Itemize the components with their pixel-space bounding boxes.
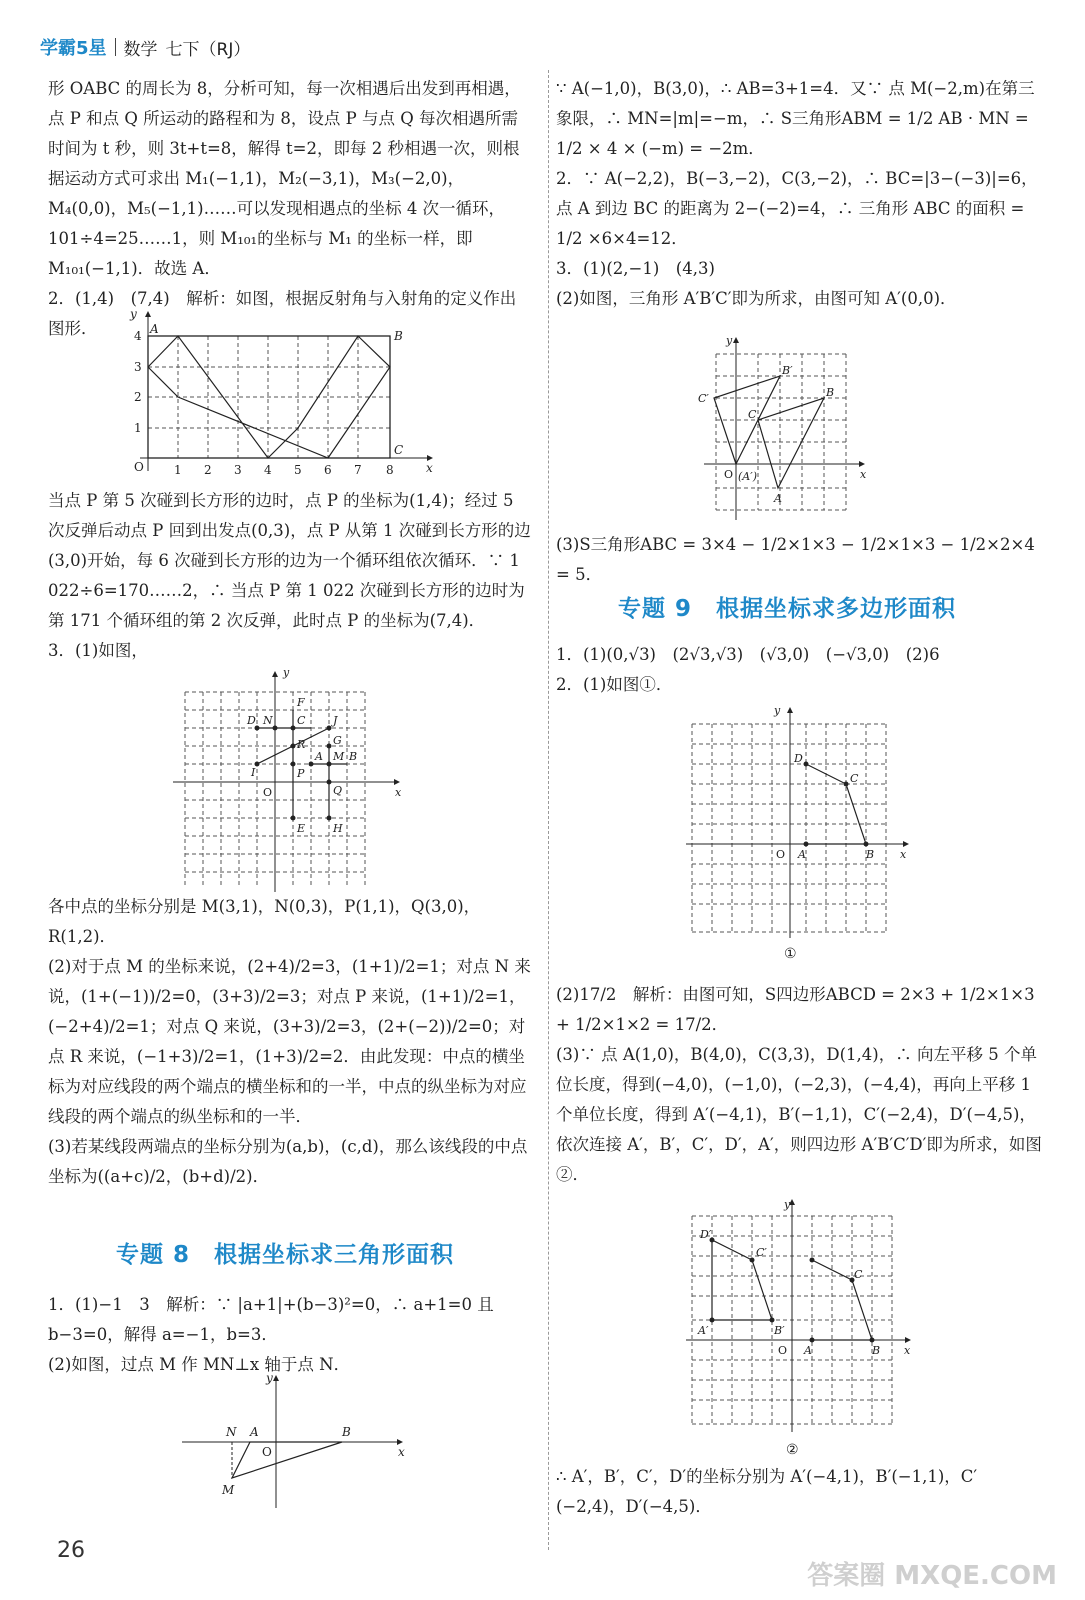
- left-block-3: [48, 892, 532, 1192]
- svg-text:B: B: [394, 329, 403, 343]
- svg-text:D′: D′: [700, 1228, 712, 1241]
- right-paragraph-7: 2．(1)如图①．: [556, 675, 673, 694]
- svg-text:y: y: [774, 704, 781, 717]
- svg-text:x: x: [860, 468, 867, 481]
- page-header: [40, 34, 250, 60]
- svg-text:B: B: [872, 1344, 881, 1357]
- svg-text:2: 2: [204, 463, 212, 477]
- svg-text:G: G: [333, 734, 342, 747]
- svg-text:A′: A′: [698, 1324, 709, 1337]
- svg-text:A: A: [250, 1425, 259, 1439]
- svg-text:C: C: [394, 443, 404, 457]
- svg-text:H: H: [333, 822, 343, 835]
- header-grade: 七下（RJ）: [165, 39, 251, 60]
- svg-text:1: 1: [174, 463, 182, 477]
- right-paragraph-2: 2．∵ A(−2,2)，B(−3,−2)，C(3,−2)，∴ BC=|3−(−3)|=6，点 A 到边 BC 的距离为 2−(−2)=4，∴ 三角形 ABC 的面积 = 1/2 ×6×4=12．: [556, 169, 1038, 248]
- svg-text:N: N: [263, 714, 273, 727]
- svg-text:F: F: [297, 696, 305, 709]
- right-paragraph-5: (3)S三角形ABC = 3×4 − 1/2×1×3 − 1/2×1×3 − 1/2×2×4 = 5．: [556, 535, 1035, 584]
- left-paragraph-6: (2)对于点 M 的坐标来说，(2+4)/2=3，(1+1)/2=1；对点 N 来说，(1+(−1))/2=0，(3+3)/2=3；对点 P 来说，(1+1)/2=1，(−2+4)/2=1；对点 Q 来说，(3+3)/2=3，(2+(−2))/2=0；对点 R 来说，(−1+3)/2=1，(1+3)/2=2．由此发现：中点的横坐标为对应线段的两个端点的横坐标和的一半，中点的纵坐标为对应线段的两个端点的纵坐标和的一半．: [48, 957, 531, 1126]
- svg-text:O: O: [776, 848, 786, 861]
- svg-text:2: 2: [134, 390, 142, 404]
- right-block-5: [556, 1462, 1044, 1522]
- svg-text:O: O: [778, 1344, 788, 1357]
- svg-text:M: M: [222, 1483, 235, 1497]
- header-subject: 数学: [123, 39, 158, 60]
- svg-text:x: x: [904, 1344, 911, 1357]
- svg-text:D: D: [247, 714, 256, 727]
- svg-text:B′: B′: [782, 364, 793, 377]
- svg-text:B: B: [342, 1425, 351, 1439]
- figure-2-caption: ②: [786, 1442, 799, 1458]
- svg-text:A: A: [150, 322, 159, 336]
- triangle-translation-figure: [694, 334, 874, 524]
- watermark: 答案圈 MXQE.COM: [807, 1561, 1057, 1591]
- left-paragraph-3: 当点 P 第 5 次碰到长方形的边时，点 P 的坐标为(1,4)；经过 5 次反弹后动点 P 回到出发点(0,3)，点 P 从第 1 次碰到长方形的边(3,0)开始，每 6 次碰到长方形的边为一个循环组依次循环．∵ 1 022÷6=170……2，∴ 当点 P 第 1 022 次碰到长方形的边时为第 171 个循环组的第 2 次反弹，此时点 P 的坐标为(7,4)．: [48, 491, 531, 630]
- svg-text:1: 1: [134, 421, 142, 435]
- left-paragraph-5: 各中点的坐标分别是 M(3,1)，N(0,3)，P(1,1)，Q(3,0)，R(1,2)．: [48, 897, 481, 946]
- right-paragraph-1: ∵ A(−1,0)，B(3,0)，∴ AB=3+1=4．又∵ 点 M(−2,m)在第三象限，∴ MN=|m|=−m，∴ S三角形ABM = 1/2 AB · MN = 1/2 × 4 × (−m) = −2m．: [556, 79, 1035, 158]
- quadrilateral-figure-1: [686, 704, 914, 962]
- svg-text:O: O: [262, 1445, 272, 1459]
- svg-text:3: 3: [234, 463, 242, 477]
- svg-text:M: M: [333, 750, 345, 763]
- right-paragraph-6: 1．(1)(0,√3) (2√3,√3) (√3,0) (−√3,0) (2)6: [556, 645, 940, 664]
- left-block-1: [48, 74, 532, 344]
- left-paragraph-8: 1．(1)−1 3 解析：∵ |a+1|+(b−3)²=0，∴ a+1=0 且 b−3=0，解得 a=−1，b=3．: [48, 1295, 494, 1344]
- svg-text:A: A: [315, 750, 323, 763]
- svg-text:A: A: [798, 848, 806, 861]
- figure-1-caption: ①: [784, 946, 797, 962]
- svg-text:C: C: [748, 408, 757, 421]
- right-paragraph-8: (2)17/2 解析：由图可知，S四边形ABCD = 2×3 + 1/2×1×3 + 1/2×1×2 = 17/2．: [556, 985, 1035, 1034]
- left-paragraph-9: (2)如图，过点 M 作 MN⊥x 轴于点 N．: [48, 1355, 351, 1374]
- svg-text:y: y: [130, 307, 137, 321]
- svg-text:y: y: [726, 334, 733, 347]
- svg-text:C: C: [854, 1268, 863, 1281]
- svg-text:y: y: [784, 1198, 791, 1211]
- svg-text:x: x: [900, 848, 907, 861]
- svg-text:Q: Q: [333, 784, 343, 797]
- svg-text:P: P: [297, 767, 305, 780]
- svg-text:O: O: [724, 468, 734, 481]
- midpoint-grid-figure: [155, 664, 415, 894]
- left-paragraph-7: (3)若某线段两端点的坐标分别为(a,b)，(c,d)，那么该线段的中点坐标为((a+c)/2，(b+d)/2)．: [48, 1137, 528, 1186]
- svg-text:3: 3: [134, 360, 142, 374]
- rectangle-reflection-figure: [120, 306, 450, 482]
- left-block-4: [48, 1290, 532, 1380]
- svg-text:C′: C′: [756, 1246, 767, 1259]
- svg-text:J: J: [333, 714, 338, 727]
- right-block-1: [556, 74, 1044, 314]
- svg-text:E: E: [297, 822, 306, 835]
- right-block-4: [556, 980, 1044, 1190]
- svg-text:B: B: [826, 386, 835, 399]
- svg-text:O: O: [134, 460, 144, 474]
- section-title-9: 专题 9 根据坐标求多边形面积: [618, 596, 957, 622]
- right-block-3: [556, 640, 1044, 700]
- svg-text:A: A: [804, 1344, 812, 1357]
- svg-text:5: 5: [294, 463, 302, 477]
- svg-text:B: B: [349, 750, 358, 763]
- left-block-2: [48, 486, 532, 666]
- svg-text:O: O: [263, 786, 273, 799]
- right-paragraph-4: (2)如图，三角形 A′B′C′即为所求，由图可知 A′(0,0)．: [556, 289, 957, 308]
- svg-text:x: x: [395, 786, 402, 799]
- right-block-2: [556, 530, 1044, 590]
- svg-text:(A′): (A′): [738, 470, 758, 483]
- svg-text:R: R: [297, 738, 306, 751]
- right-paragraph-9: (3)∵ 点 A(1,0)，B(4,0)，C(3,3)，D(1,4)，∴ 向左平移 5 个单位长度，得到(−4,0)，(−1,0)，(−2,3)，(−4,4)，再向上平移 1 个单位长度，得到 A′(−4,1)，B′(−1,1)，C′(−2,4)，D′(−4,5)，依次连接 A′，B′，C′，D′，A′，则四边形 A′B′C′D′即为所求，如图②．: [556, 1045, 1042, 1184]
- svg-text:A: A: [774, 492, 782, 505]
- svg-text:x: x: [426, 461, 433, 475]
- svg-text:4: 4: [264, 463, 272, 477]
- left-paragraph-2: 2．(1,4) (7,4) 解析：如图，根据反射角与入射角的定义作出图形．: [48, 289, 517, 338]
- svg-text:y: y: [266, 1371, 273, 1385]
- triangle-abm-figure: [178, 1370, 408, 1512]
- svg-text:8: 8: [386, 463, 394, 477]
- section-title-8: 专题 8 根据坐标求三角形面积: [116, 1242, 455, 1268]
- brand-logo: 学霸5星: [40, 38, 107, 59]
- column-divider: [548, 70, 549, 1550]
- svg-text:x: x: [398, 1445, 405, 1459]
- svg-text:7: 7: [354, 463, 362, 477]
- svg-text:y: y: [283, 666, 290, 679]
- left-paragraph-4: 3．(1)如图，: [48, 641, 148, 660]
- right-paragraph-10: ∴ A′，B′，C′，D′的坐标分别为 A′(−4,1)，B′(−1,1)，C′(−2,4)，D′(−4,5)．: [556, 1467, 978, 1516]
- quadrilateral-figure-2: [686, 1196, 914, 1460]
- svg-text:4: 4: [134, 329, 142, 343]
- header-divider: [115, 38, 116, 56]
- svg-text:6: 6: [324, 463, 332, 477]
- svg-text:C: C: [850, 772, 859, 785]
- left-paragraph-1: 形 OABC 的周长为 8，分析可知，每一次相遇后出发到再相遇，点 P 和点 Q 所运动的路程和为 8，设点 P 与点 Q 每次相遇所需时间为 t 秒，则 3t+t=8，解得 t=2，即每 2 秒相遇一次，则根据运动方式可求出 M₁(−1,1)，M₂(−3,1)，M₃(−2,0)，M₄(0,0)，M₅(−1,1)……可以发现相遇点的坐标 4 次一循环，101÷4=25……1，则 M₁₀₁的坐标与 M₁ 的坐标一样，即 M₁₀₁(−1,1)．故选 A．: [48, 79, 521, 278]
- svg-text:B′: B′: [774, 1324, 785, 1337]
- page-number: 26: [57, 1538, 85, 1563]
- svg-text:D: D: [794, 752, 803, 765]
- right-paragraph-3: 3．(1)(2,−1) (4,3): [556, 259, 715, 278]
- svg-text:I: I: [251, 766, 256, 779]
- svg-text:N: N: [226, 1425, 237, 1439]
- svg-text:C: C: [297, 714, 306, 727]
- svg-text:B: B: [866, 848, 875, 861]
- svg-text:C′: C′: [698, 392, 709, 405]
